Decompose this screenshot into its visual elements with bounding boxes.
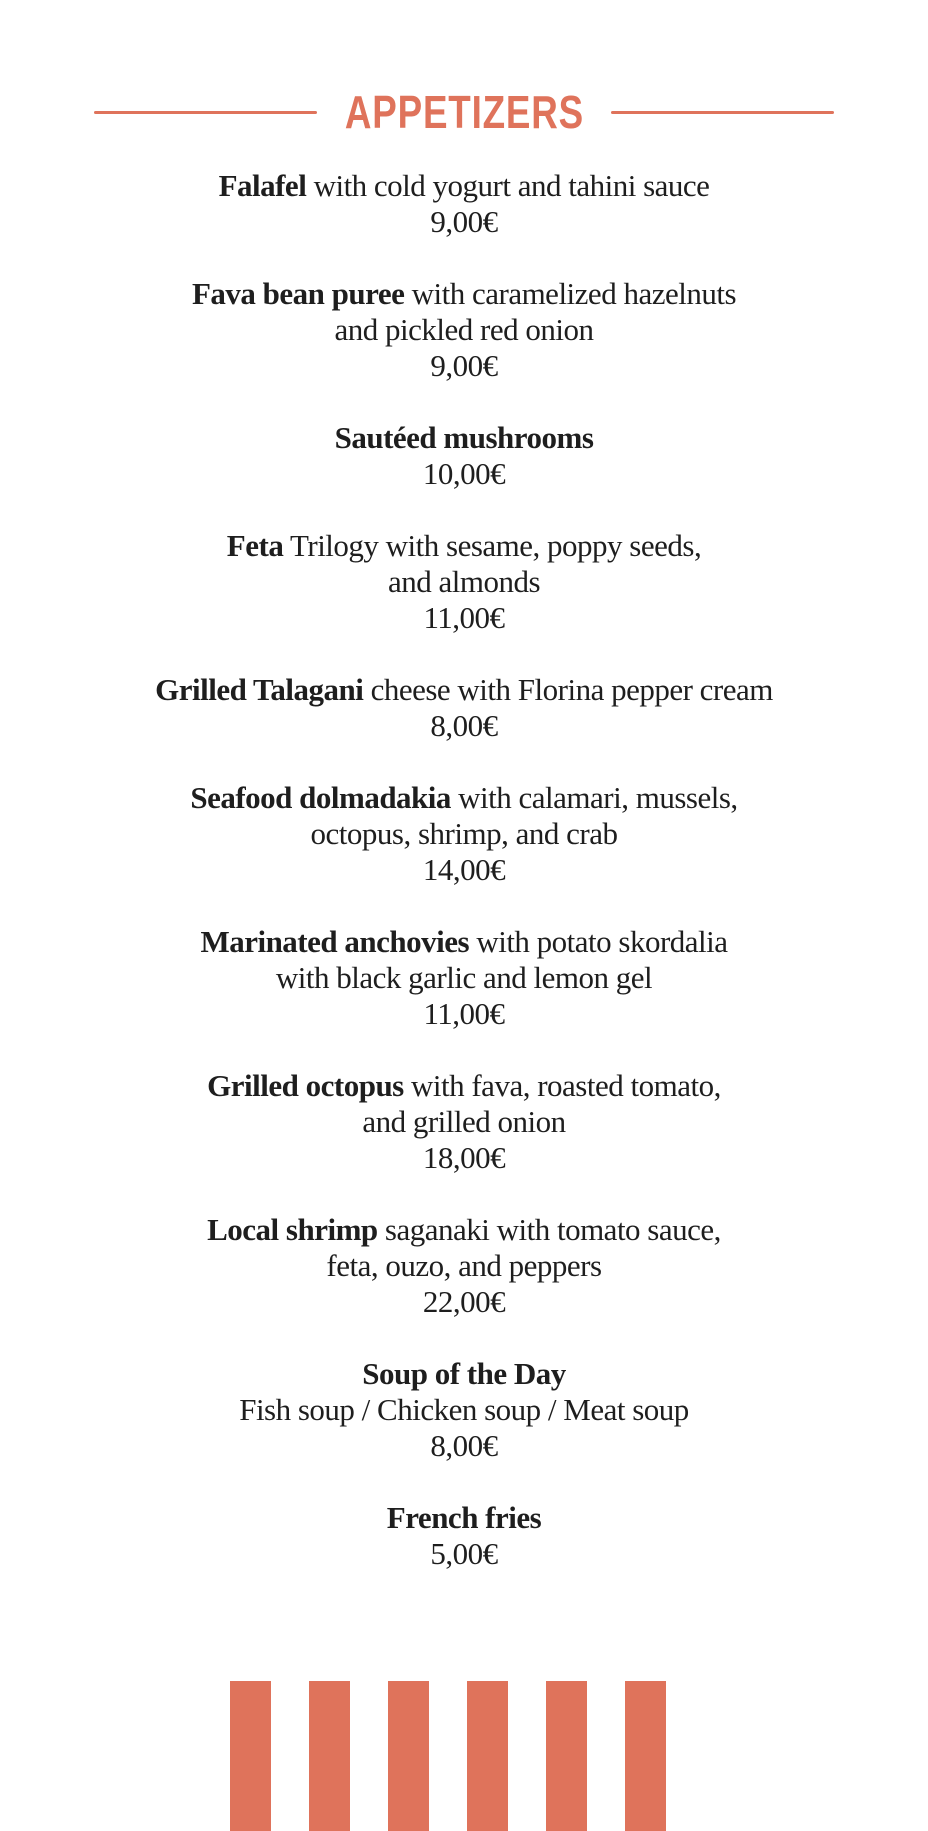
menu-item <box>0 924 928 1032</box>
item-text-line <box>0 672 928 708</box>
item-text-line <box>0 960 928 996</box>
item-description: and almonds <box>387 564 541 599</box>
menu-item <box>0 168 928 240</box>
item-text-line <box>0 168 928 204</box>
item-text-line <box>0 276 928 312</box>
item-name: Marinated anchovies <box>200 924 470 959</box>
item-name: Grilled octopus <box>207 1068 404 1103</box>
stripe-bar <box>467 1681 508 1831</box>
item-name: Feta <box>226 528 284 563</box>
item-description: Trilogy with sesame, poppy seeds, <box>283 528 702 563</box>
item-text-line <box>0 924 928 960</box>
item-price: 14,00€ <box>422 852 506 887</box>
section-header <box>0 88 928 136</box>
item-text-line <box>0 1104 928 1140</box>
menu-list <box>0 168 928 1572</box>
item-price: 5,00€ <box>430 1536 498 1571</box>
item-price: 10,00€ <box>422 456 506 491</box>
item-description: and pickled red onion <box>334 312 594 347</box>
menu-item <box>0 780 928 888</box>
stripe-bar <box>309 1681 350 1831</box>
item-text-line <box>0 1068 928 1104</box>
item-description: with cold yogurt and tahini sauce <box>306 168 710 203</box>
menu-item <box>0 528 928 636</box>
item-name: French fries <box>386 1500 542 1535</box>
item-text-line <box>0 1500 928 1536</box>
menu-item <box>0 420 928 492</box>
item-text-line <box>0 816 928 852</box>
item-price: 8,00€ <box>430 1428 498 1463</box>
item-price: 9,00€ <box>430 348 498 383</box>
stripe-decoration <box>230 1681 666 1831</box>
item-description: and grilled onion <box>362 1104 566 1139</box>
item-name: Soup of the Day <box>362 1356 566 1391</box>
item-description: octopus, shrimp, and crab <box>310 816 618 851</box>
stripe-bar <box>546 1681 587 1831</box>
item-description: with calamari, mussels, <box>450 780 738 815</box>
item-description: cheese with Florina pepper cream <box>363 672 773 707</box>
item-text-line <box>0 564 928 600</box>
item-price: 8,00€ <box>430 708 498 743</box>
item-text-line <box>0 312 928 348</box>
item-text-line <box>0 1212 928 1248</box>
item-price: 11,00€ <box>423 600 505 635</box>
item-description: with black garlic and lemon gel <box>275 960 653 995</box>
item-description: Fish soup / Chicken soup / Meat soup <box>239 1392 689 1427</box>
stripe-bar <box>230 1681 271 1831</box>
stripe-bar <box>388 1681 429 1831</box>
item-name: Grilled Talagani <box>155 672 364 707</box>
item-text-line <box>0 1392 928 1428</box>
item-description: saganaki with tomato sauce, <box>377 1212 721 1247</box>
item-description: with potato skordalia <box>469 924 728 959</box>
stripe-bar <box>625 1681 666 1831</box>
item-text-line <box>0 1248 928 1284</box>
item-price: 22,00€ <box>422 1284 506 1319</box>
item-name: Local shrimp <box>207 1212 378 1247</box>
header-rule-left <box>94 111 317 114</box>
menu-item <box>0 1500 928 1572</box>
item-name: Falafel <box>218 168 307 203</box>
item-name: Seafood dolmadakia <box>190 780 451 815</box>
item-text-line <box>0 1356 928 1392</box>
menu-item <box>0 1212 928 1320</box>
header-rule-right <box>611 111 834 114</box>
menu-item <box>0 276 928 384</box>
item-description: with caramelized hazelnuts <box>404 276 737 311</box>
item-text-line <box>0 780 928 816</box>
item-description: with fava, roasted tomato, <box>403 1068 721 1103</box>
item-description: feta, ouzo, and peppers <box>326 1248 602 1283</box>
menu-item <box>0 1068 928 1176</box>
item-text-line <box>0 420 928 456</box>
menu-item <box>0 1356 928 1464</box>
item-text-line <box>0 528 928 564</box>
section-title: APPETIZERS <box>344 86 584 138</box>
item-name: Sautéed mushrooms <box>334 420 594 455</box>
item-name: Fava bean puree <box>191 276 405 311</box>
item-price: 11,00€ <box>423 996 505 1031</box>
menu-item <box>0 672 928 744</box>
item-price: 9,00€ <box>430 204 498 239</box>
item-price: 18,00€ <box>422 1140 506 1175</box>
